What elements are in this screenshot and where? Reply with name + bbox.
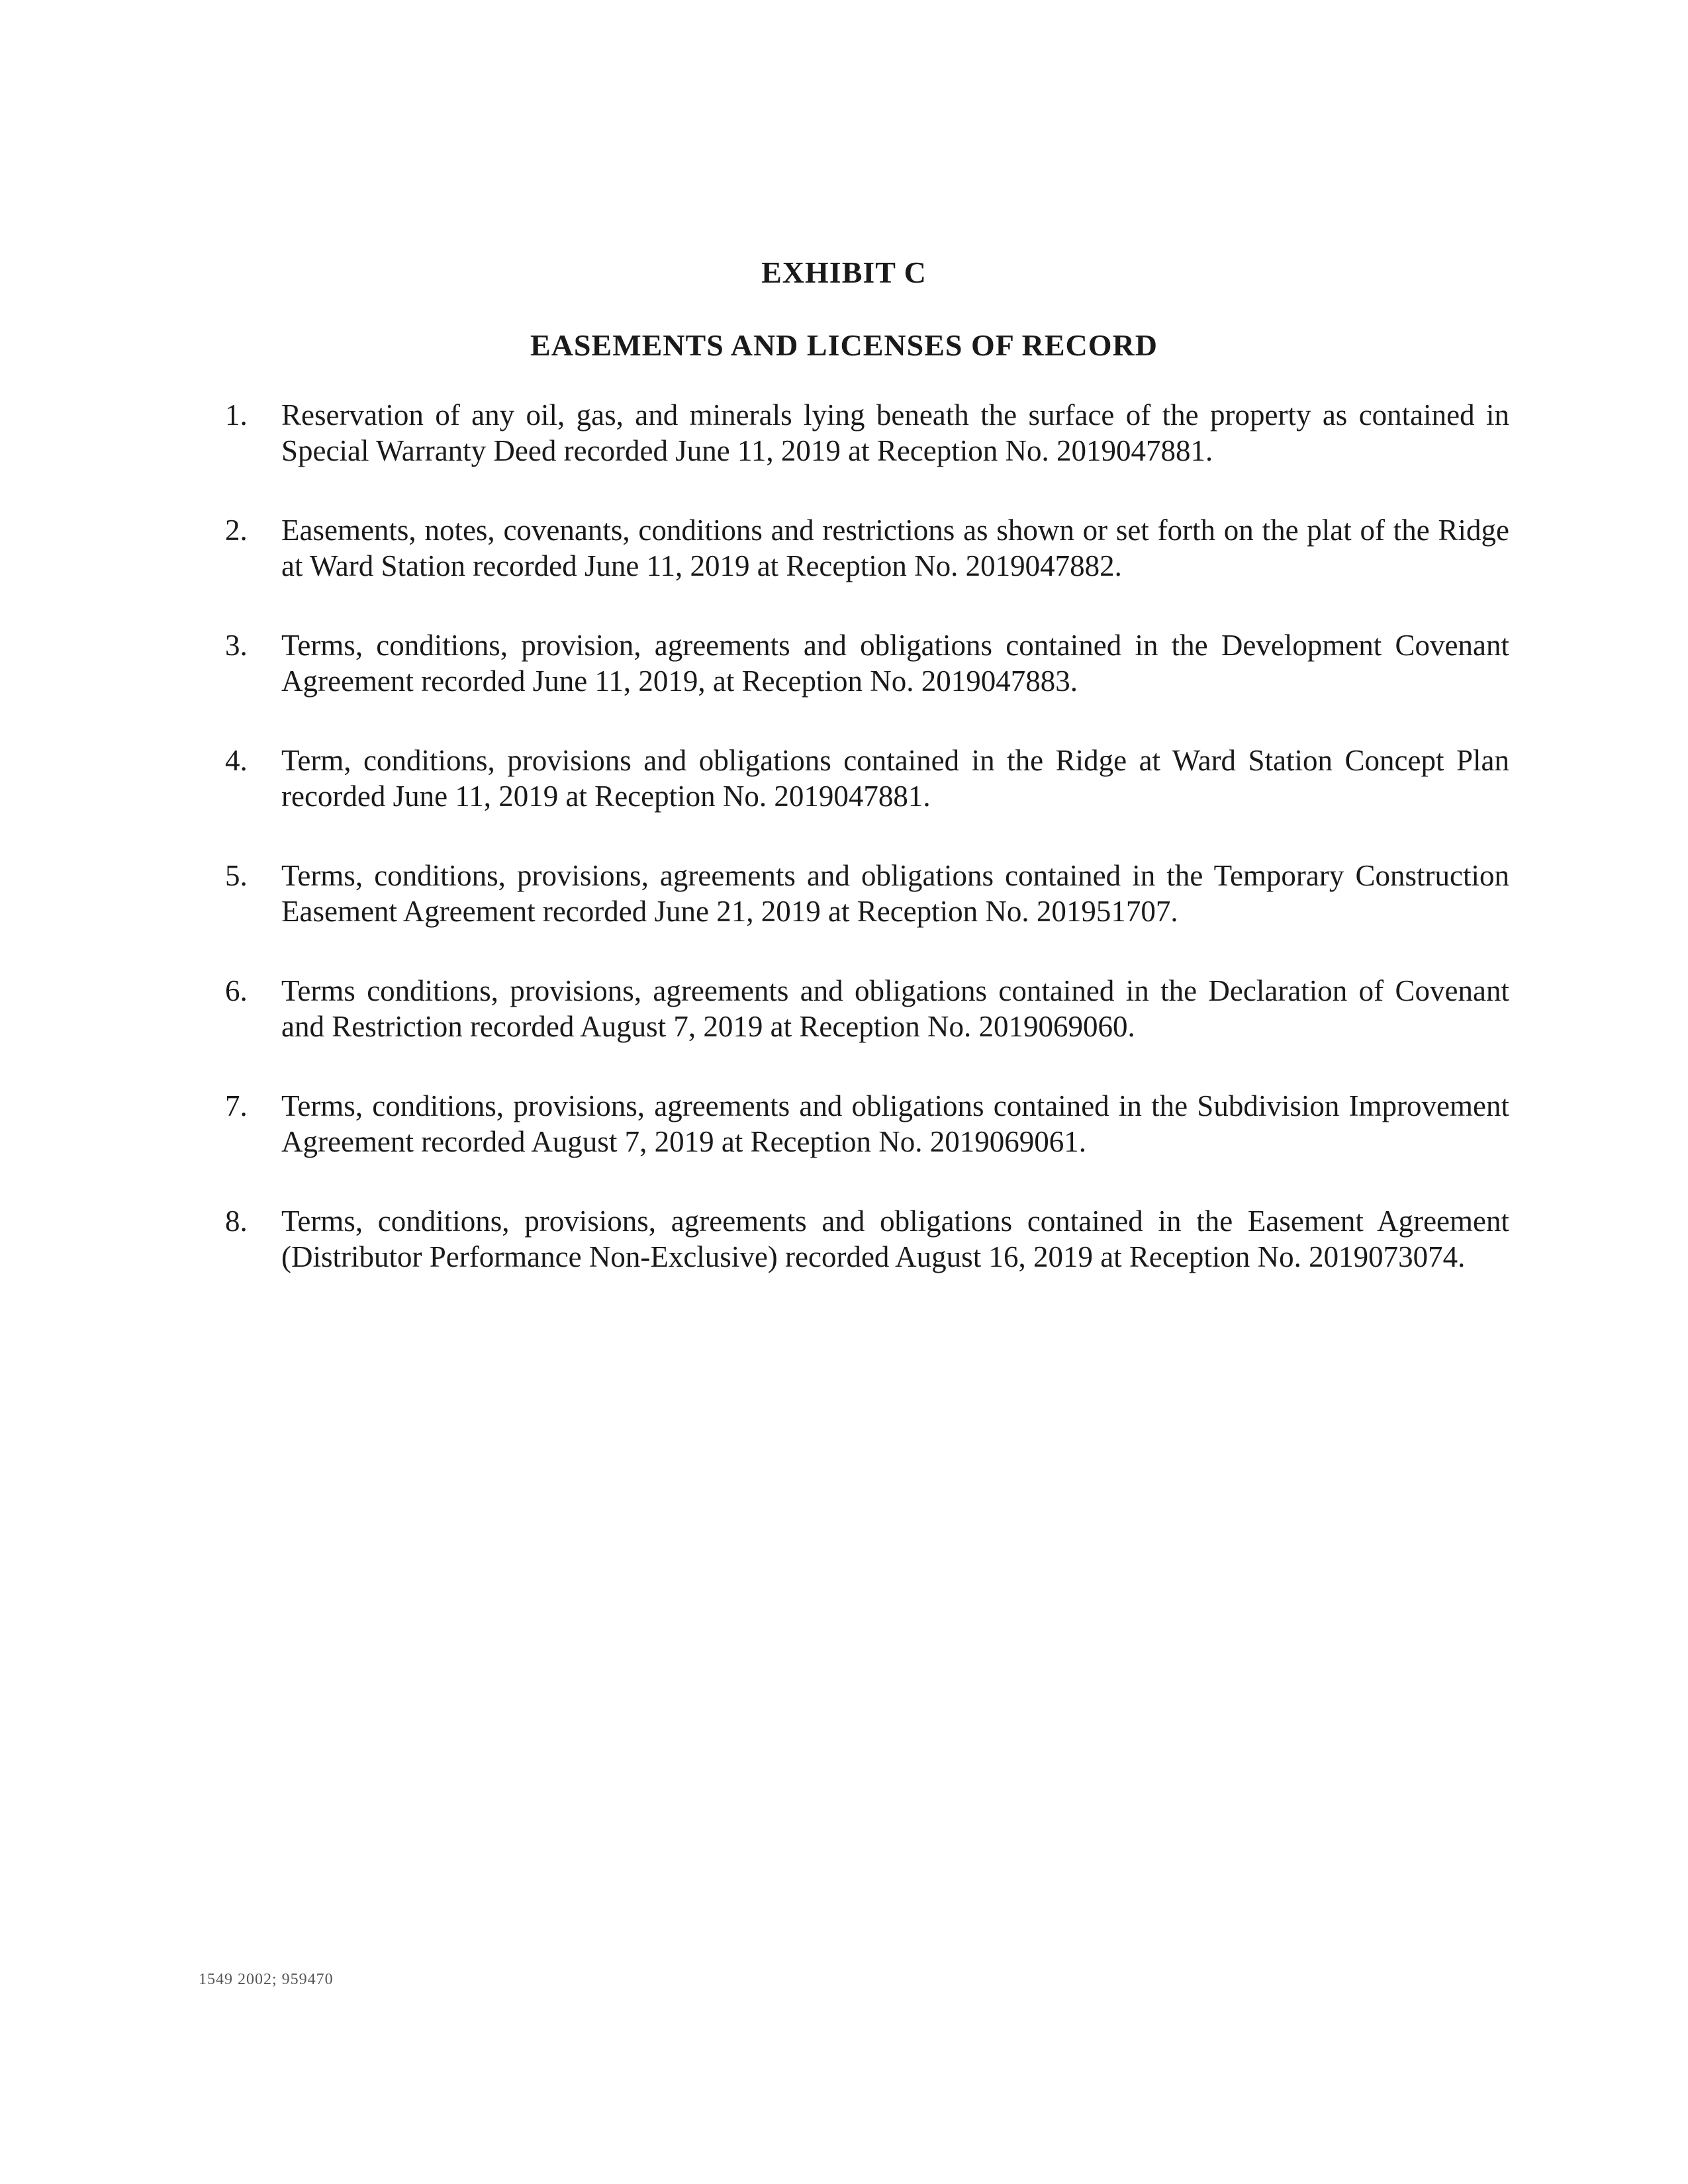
item-number: 6.: [225, 974, 248, 1007]
list-item: [225, 512, 1509, 584]
item-number: 3.: [225, 629, 248, 662]
list-item: [225, 1203, 1509, 1275]
item-number: 2.: [225, 514, 248, 547]
item-number: 1.: [225, 398, 248, 432]
exhibit-title: EXHIBIT C: [761, 255, 927, 289]
item-number: 5.: [225, 859, 248, 892]
item-text: Term, conditions, provisions and obligations contained in the Ridge at Ward Station Concept Plan recorded June 11, 2019 at Reception No. 2019047881.: [281, 744, 1509, 813]
item-text: Terms, conditions, provisions, agreements and obligations contained in the Subdivision Improvement Agreement recorded August 7, 2019 at Reception No. 2019069061.: [281, 1089, 1509, 1158]
item-text: Easements, notes, covenants, conditions and restrictions as shown or set forth on the plat of the Ridge at Ward Station recorded June 11, 2019 at Reception No. 2019047882.: [281, 514, 1509, 582]
item-number: 4.: [225, 744, 248, 777]
item-number: 7.: [225, 1089, 248, 1122]
list-item: [225, 858, 1509, 929]
item-text: Terms, conditions, provisions, agreements and obligations contained in the Temporary Construction Easement Agreement recorded June 21, 2019 at Reception No. 201951707.: [281, 859, 1509, 928]
list-item: [225, 1088, 1509, 1160]
item-text: Terms, conditions, provisions, agreements and obligations contained in the Easement Agreement (Distributor Performance Non-Exclusive) recorded August 16, 2019 at Reception No. 2019073074.: [281, 1205, 1509, 1273]
list-item: [225, 973, 1509, 1044]
item-text: Terms, conditions, provision, agreements and obligations contained in the Development Covenant Agreement recorded June 11, 2019, at Reception No. 2019047883.: [281, 629, 1509, 698]
list-item: [225, 397, 1509, 469]
footer-document-code: 1549 2002; 959470: [199, 1971, 334, 1988]
item-text: Reservation of any oil, gas, and minerals lying beneath the surface of the property as contained in Special Warranty Deed recorded June 11, 2019 at Reception No. 2019047881.: [281, 398, 1509, 467]
list-item: [225, 627, 1509, 699]
item-text: Terms conditions, provisions, agreements and obligations contained in the Declaration of Covenant and Restriction recorded August 7, 2019 at Reception No. 2019069060.: [281, 974, 1509, 1043]
easement-list: [225, 397, 1509, 1318]
item-number: 8.: [225, 1205, 248, 1238]
list-item: [225, 743, 1509, 814]
exhibit-subtitle: EASEMENTS AND LICENSES OF RECORD: [530, 328, 1158, 362]
